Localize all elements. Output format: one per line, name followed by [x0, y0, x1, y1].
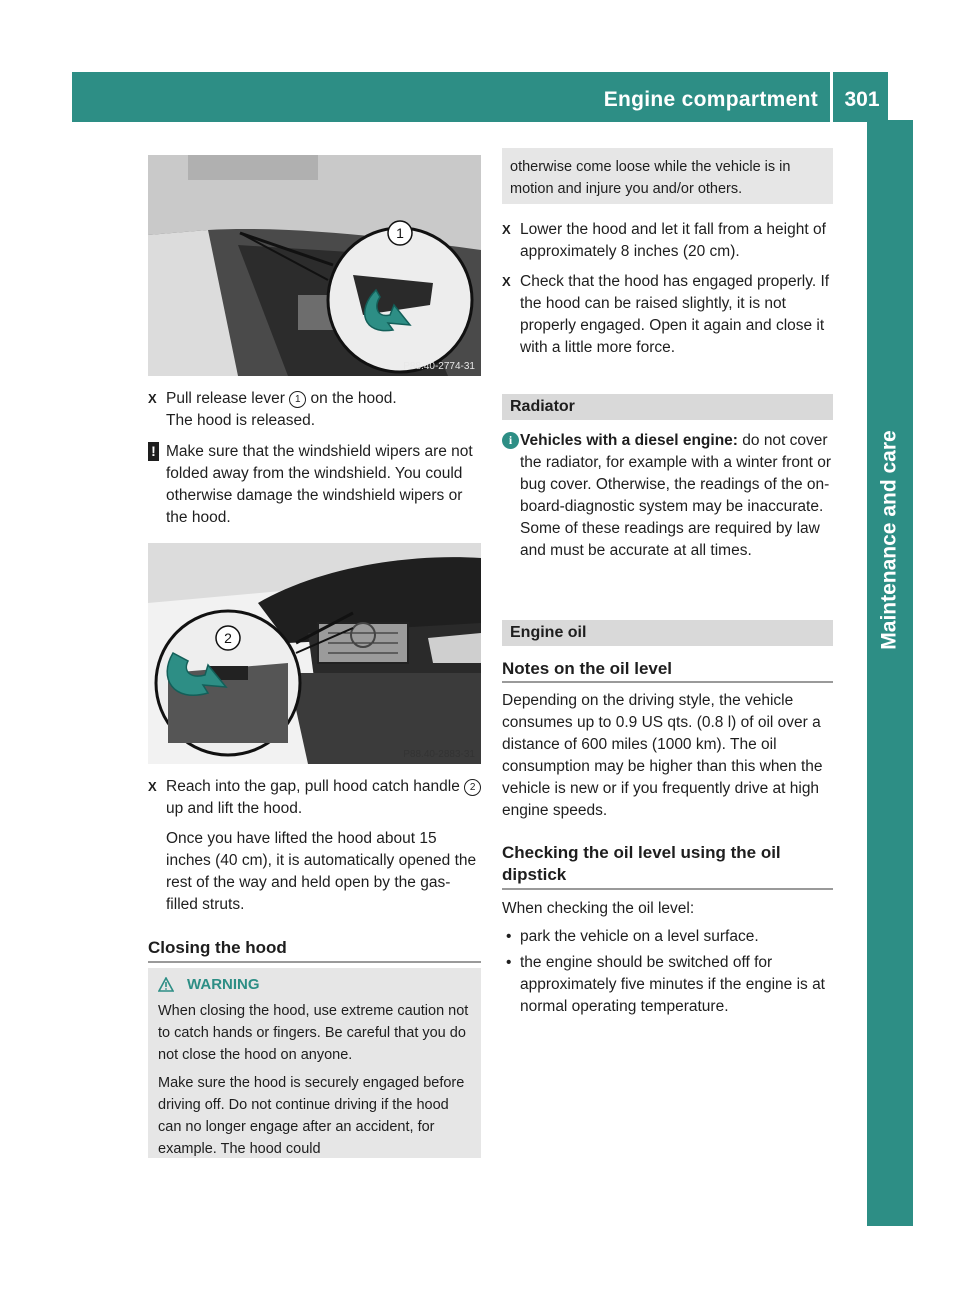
note-text: Make sure that the windshield wipers are not folded away from the windshield. You could otherwise damage the windshield wipers or the hood.: [166, 443, 473, 526]
chapter-label-text: Maintenance and care: [878, 430, 902, 650]
step-pull-release-lever: [148, 388, 482, 410]
heading-rule: [502, 888, 833, 890]
engine-oil-heading: Engine oil: [502, 620, 833, 646]
step-text: Check that the hood has engaged properly. If the hood can be raised slightly, it is not properly engaged. Open it again and close it with a little more force.: [520, 273, 830, 356]
step-result: The hood is released.: [166, 412, 316, 429]
section-title: Engine compartment: [603, 88, 818, 111]
step-arrow-icon: X: [502, 274, 511, 289]
figure-code: P88.40-2774-31: [403, 361, 475, 372]
step-detail: Once you have lifted the hood about 15 inches (40 cm), it is automatically opened the rest of the way and held open by the gas-filled struts.: [166, 830, 477, 913]
left-column-block-1: [148, 388, 482, 529]
info-note: [502, 430, 834, 562]
header-divider: [830, 72, 833, 122]
oil-check-instructions: [502, 898, 834, 1018]
warning-triangle-icon: [158, 977, 174, 992]
step-text: up and lift the hood.: [166, 800, 303, 817]
callout-marker: 1: [289, 391, 306, 408]
bullet-icon: •: [506, 928, 512, 945]
step-pull-hood-catch: [148, 776, 482, 820]
page-number: 301: [844, 88, 880, 111]
callout-marker: 2: [464, 779, 481, 796]
warning-title: WARNING: [187, 976, 260, 993]
page-header: [72, 72, 888, 122]
step-text: Pull release lever: [166, 390, 285, 407]
step-arrow-icon: X: [148, 779, 157, 794]
list-item-text: the engine should be switched off for approximately five minutes if the engine is at normal operating temperature.: [520, 954, 825, 1015]
warning-title-row: [158, 974, 476, 996]
radiator-info: [502, 430, 834, 562]
list-item: [502, 952, 834, 1018]
warning-box-continued: [502, 148, 833, 204]
chapter-label: [867, 370, 913, 710]
chapter-marker: [867, 1180, 913, 1226]
step-text: on the hood.: [310, 390, 397, 407]
info-text: do not cover the radiator, for example with a winter front or bug cover. Otherwise, the readings of the on-board-diagnostic system may be inaccurate. Some of these readings are required by law and must be accurate at all times.: [520, 432, 832, 559]
exclamation-icon: !: [148, 442, 159, 461]
hood-catch-handle-figure: [148, 543, 481, 764]
notes-oil-level-heading: Notes on the oil level: [502, 659, 673, 678]
left-column-block-2: [148, 776, 482, 916]
step-check-hood: [502, 271, 834, 359]
hood-release-illustration: [148, 155, 481, 376]
oil-level-notes: [502, 690, 834, 822]
step-arrow-icon: X: [502, 222, 511, 237]
checking-oil-heading: Checking the oil level using the oil dipstick: [502, 843, 781, 884]
check-intro: When checking the oil level:: [502, 900, 695, 917]
step-arrow-icon: X: [148, 391, 157, 406]
step-text: Lower the hood and let it fall from a height of approximately 8 inches (20 cm).: [520, 221, 826, 260]
figure1-callout: 1: [396, 225, 404, 241]
bullet-icon: •: [506, 954, 512, 971]
heading-rule: [502, 681, 833, 683]
list-item-text: park the vehicle on a level surface.: [520, 928, 759, 945]
caution-note: [148, 441, 482, 529]
notes-paragraph: Depending on the driving style, the vehicle consumes up to 0.9 US qts. (0.8 l) of oil over a distance of 600 miles (1000 km). The oil consumption may be higher than this when the vehicle is new or if you frequently drive at high engine speeds.: [502, 692, 823, 819]
warning-paragraph: Make sure the hood is securely engaged before driving off. Do not continue driving if the hood can no longer engage after an accident, for example. The hood could: [158, 1075, 465, 1157]
list-item: [502, 926, 834, 948]
warning-paragraph: otherwise come loose while the vehicle is in motion and injure you and/or others.: [510, 159, 791, 197]
heading-rule: [148, 961, 481, 963]
radiator-heading: Radiator: [502, 394, 833, 420]
info-icon: i: [502, 432, 519, 449]
hood-release-lever-figure: [148, 155, 481, 376]
closing-hood-heading: Closing the hood: [148, 938, 287, 957]
hood-catch-illustration: [148, 543, 481, 764]
warning-box: [148, 968, 481, 1158]
step-text: Reach into the gap, pull hood catch handle: [166, 778, 460, 795]
info-bold-text: Vehicles with a diesel engine:: [520, 432, 738, 449]
step-lower-hood: [502, 219, 834, 263]
figure-code: P88.40-2883-31: [403, 749, 475, 760]
right-column-steps: [502, 219, 834, 359]
figure2-callout: 2: [224, 630, 232, 646]
warning-paragraph: When closing the hood, use extreme caution not to catch hands or fingers. Be careful that you do not close the hood on anyone.: [158, 1003, 469, 1063]
